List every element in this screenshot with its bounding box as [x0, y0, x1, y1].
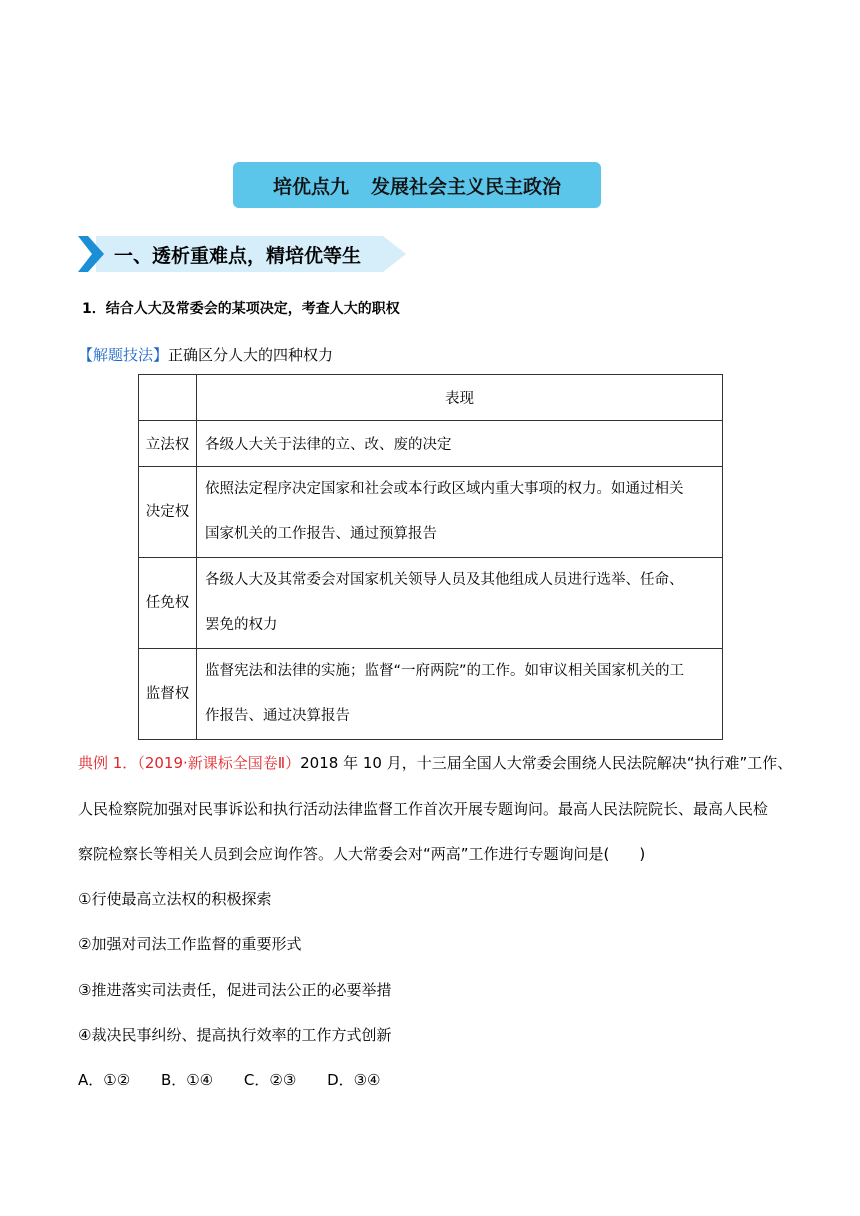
power-desc: [197, 467, 723, 558]
tip-label: 【解题技法】: [78, 346, 169, 364]
option-b[interactable]: B．①④: [160, 1071, 214, 1089]
example-source: （2019·新课标全国卷Ⅱ）: [137, 754, 301, 772]
header-cell: 表现: [197, 375, 723, 421]
desc-line: 依照法定程序决定国家和社会或本行政区域内重大事项的权力。如通过相关: [205, 481, 684, 497]
option-d[interactable]: D．③④: [327, 1071, 381, 1089]
power-desc: [197, 558, 723, 649]
table-row: [139, 421, 723, 467]
power-name: 立法权: [139, 421, 197, 467]
title-part2: 发展社会主义民主政治: [371, 175, 562, 198]
desc-line: 监督宪法和法律的实施；监督“一府两院”的工作。如审议相关国家机关的工: [205, 663, 685, 679]
page-title: [233, 162, 601, 208]
option-a[interactable]: A．①②: [78, 1071, 131, 1089]
example-line-3: 察院检察长等相关人员到会应询作答。人大常委会对“两高”工作进行专题询问是( ): [78, 845, 646, 863]
desc-line: 国家机关的工作报告、通过预算报告: [205, 526, 437, 542]
power-desc: [197, 421, 723, 467]
example-line-2: 人民检察院加强对民事诉讼和执行活动法律监督工作首次开展专题询问。最高人民法院院长、最高人民检: [78, 800, 769, 818]
statement-3: ③推进落实司法责任，促进司法公正的必要举措: [78, 981, 392, 999]
solving-tip: [78, 344, 333, 365]
tip-text: 正确区分人大的四种权力: [168, 346, 334, 364]
power-name: 决定权: [139, 467, 197, 558]
desc-line: 作报告、通过决算报告: [205, 708, 350, 724]
statement-1: ①行使最高立法权的积极探索: [78, 890, 272, 908]
table-row: [139, 649, 723, 740]
table-row: [139, 467, 723, 558]
power-name: 任免权: [139, 558, 197, 649]
option-c[interactable]: C．②③: [243, 1071, 297, 1089]
answer-options: [78, 1069, 407, 1090]
table-row: [139, 558, 723, 649]
question-heading: [82, 298, 400, 318]
power-desc: [197, 649, 723, 740]
powers-table: [138, 374, 723, 740]
desc-line: 各级人大及其常委会对国家机关领导人员及其他组成人员进行选举、任命、: [205, 572, 684, 588]
section-banner: [78, 236, 408, 272]
desc-line: 各级人大关于法律的立、改、废的决定: [205, 437, 452, 453]
section-heading: 一、透析重难点，精培优等生: [114, 245, 362, 267]
power-name: 监督权: [139, 649, 197, 740]
statement-2: ②加强对司法工作监督的重要形式: [78, 935, 302, 953]
header-empty-cell: [139, 375, 197, 421]
question-number: 1．: [82, 301, 106, 317]
example-label: 典例 1．: [78, 754, 138, 772]
question-text: 结合人大及常委会的某项决定，考查人大的职权: [105, 301, 400, 317]
example-line-1: [78, 752, 792, 773]
example-text-1: 2018 年 10 月，十三届全国人大常委会围绕人民法院解决“执行难”工作、: [300, 754, 793, 772]
desc-line: 罢免的权力: [205, 617, 278, 633]
statement-4: ④裁决民事纠纷、提高执行效率的工作方式创新: [78, 1026, 392, 1044]
table-header-row: [139, 375, 723, 421]
title-part1: 培优点九: [272, 175, 349, 198]
